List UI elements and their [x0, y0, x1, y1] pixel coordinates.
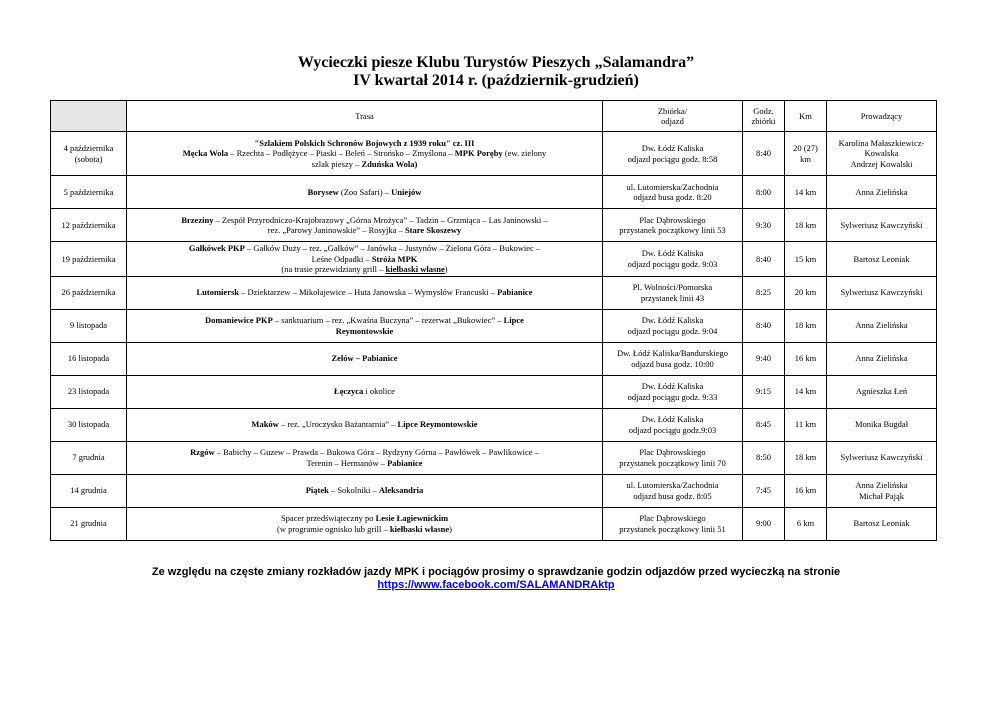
trip-leader-line: Agnieszka Łeń: [855, 386, 908, 397]
trip-meeting-point: [603, 408, 743, 441]
trip-meeting-time: 9:00: [743, 507, 785, 540]
trip-meeting-point-line: przystanek początkowy linii 70: [619, 457, 726, 468]
schedule-table: [50, 100, 937, 541]
table-row: [51, 342, 937, 375]
header-time: [743, 101, 785, 132]
trip-route: [127, 309, 603, 342]
trip-meeting-point-line: przystanek początkowy linii 53: [619, 225, 726, 235]
table-row: [51, 375, 937, 408]
trip-date-line: (sobota): [74, 153, 103, 164]
trip-meeting-time: 8:40: [743, 309, 785, 342]
trip-meeting-point-line: Plac Dąbrowskiego: [639, 447, 706, 457]
route-place: Rzgów: [190, 447, 215, 457]
route-place: Stróża MPK: [371, 253, 418, 264]
trip-distance: [785, 375, 827, 408]
route-place: Pabianice: [497, 287, 533, 298]
route-line: [130, 254, 599, 265]
trip-distance: [785, 132, 827, 176]
trip-date-line: 30 listopada: [67, 419, 110, 430]
trip-date: [51, 176, 127, 209]
route-text: – Gałków Duży – rez. „Gałków” – Janówka – Justynów – Zielona Góra – Bukowiec –: [244, 243, 541, 253]
trip-meeting-point-line: odjazd busa godz. 10:00: [631, 358, 714, 369]
table-row: [51, 276, 937, 309]
trip-distance-line: 18 km: [794, 219, 817, 230]
route-text: – Zespół Przyrodniczo-Krajobrazowy „Górna Mrożyca” – Tadzin – Grzmiąca – Las Janinowski –: [213, 214, 548, 225]
route-text: (Zoo Safari) –: [338, 186, 392, 197]
header-meeting-line1: Zbiórka/: [657, 105, 688, 116]
trip-meeting-time: 8:00: [743, 176, 785, 209]
route-line: [130, 225, 599, 236]
trip-meeting-point: [603, 507, 743, 540]
trip-date-line: 19 października: [61, 253, 116, 264]
header-meeting: [603, 101, 743, 132]
route-text: – Rzechta – Podłężyce – Piaski – Beleń – Strońsko – Zmyślona –: [228, 148, 455, 159]
trip-date-line: 26 października: [61, 287, 116, 298]
route-place: kiełbaski własne: [389, 523, 450, 534]
trip-date: [51, 276, 127, 309]
trip-distance-line: km: [800, 153, 811, 164]
trip-meeting-point-line: Dw. Łódź Kaliska: [641, 381, 704, 391]
trip-distance: [785, 408, 827, 441]
trip-meeting-point: [603, 309, 743, 342]
route-text: – rez. „Uroczysko Bażantarnia” –: [278, 419, 398, 430]
route-line: [130, 458, 599, 469]
trip-route: [127, 276, 603, 309]
trip-date: [51, 132, 127, 176]
trip-route: [127, 209, 603, 242]
document-subtitle: IV kwartał 2014 r. (październik-grudzień): [353, 72, 639, 89]
route-line: [130, 187, 599, 198]
trip-meeting-point-line: przystanek początkowy linii 51: [619, 523, 726, 534]
trip-leader-line: Bartosz Leoniak: [853, 518, 910, 529]
footer-link-line: [0, 579, 992, 592]
footer-notice: Ze względu na częste zmiany rozkładów jazdy MPK i pociągów prosimy o sprawdzanie godzin odjazdów przed wycieczką na stronie: [151, 566, 841, 578]
route-place: Reymontowskie: [335, 325, 394, 336]
trip-date: [51, 342, 127, 375]
table-row: [51, 242, 937, 277]
route-line: [130, 353, 599, 364]
trip-leader: [827, 242, 937, 277]
route-place: Zelów – Pabianice: [331, 353, 398, 364]
trip-meeting-point-line: Dw. Łódź Kaliska: [641, 315, 704, 325]
trip-meeting-point-line: ul. Lutomierska/Zachodnia: [626, 181, 719, 192]
route-text: (w programie ognisko lub grill –: [277, 523, 390, 534]
trip-distance-line: 14 km: [794, 186, 817, 197]
trip-meeting-time: 8:40: [743, 132, 785, 176]
route-place: Brzeziny: [181, 214, 214, 225]
trip-meeting-point-line: odjazd pociągu godz.9:03: [628, 424, 717, 435]
table-row: [51, 507, 937, 540]
trip-leader: [827, 342, 937, 375]
trip-meeting-time: 9:30: [743, 209, 785, 242]
route-text: ): [444, 264, 448, 274]
trip-meeting-point: [603, 276, 743, 309]
route-place: Lesie Łagiewnickim: [375, 513, 449, 523]
trip-distance-line: 18 km: [794, 452, 817, 463]
route-line: [130, 287, 599, 298]
trip-meeting-point: [603, 342, 743, 375]
trip-leader-line: Monika Bugdał: [854, 419, 909, 430]
trip-meeting-point: [603, 375, 743, 408]
route-line: [130, 524, 599, 535]
route-text: i okolice: [363, 386, 395, 397]
route-text: Leśne Odpadki –: [311, 253, 372, 264]
route-place: Lutomiersk: [196, 287, 239, 298]
route-text: szlak pieszy –: [311, 158, 362, 169]
table-row: [51, 474, 937, 507]
trip-leader: [827, 441, 937, 474]
trip-meeting-point: [603, 209, 743, 242]
trip-distance: [785, 474, 827, 507]
trip-date-line: 4 października: [63, 143, 114, 153]
trip-leader: [827, 132, 937, 176]
trip-distance: [785, 242, 827, 277]
trip-leader-line: Anna Zielińska: [855, 186, 908, 197]
trip-meeting-point-line: Pl. Wolności/Pomorska: [632, 282, 713, 292]
route-line: [130, 138, 599, 149]
route-text: ): [449, 523, 452, 534]
trip-leader: [827, 474, 937, 507]
trip-date-line: 14 grudnia: [70, 485, 107, 496]
trip-route: [127, 441, 603, 474]
route-line: [130, 386, 599, 397]
trip-meeting-point-line: Dw. Łódź Kaliska: [641, 414, 704, 424]
route-place: "Szlakiem Polskich Schronów Bojowych z 1939 roku" cz. III: [254, 137, 475, 148]
route-place: Lipce Reymontowskie: [397, 419, 478, 430]
trip-route: [127, 342, 603, 375]
trip-leader: [827, 209, 937, 242]
trip-leader: [827, 276, 937, 309]
trip-meeting-time: 7:45: [743, 474, 785, 507]
trip-meeting-point: [603, 441, 743, 474]
route-place: Zduńska Wola): [361, 158, 418, 169]
route-line: [130, 243, 599, 254]
trip-leader-line: Anna Zielińska: [855, 320, 908, 331]
trip-leader: [827, 408, 937, 441]
trip-route: [127, 176, 603, 209]
table-row: [51, 176, 937, 209]
trip-meeting-time: 9:15: [743, 375, 785, 408]
trip-meeting-point-line: ul. Lutomierska/Zachodnia: [626, 480, 719, 490]
table-row: [51, 132, 937, 176]
trip-date-line: 9 listopada: [69, 320, 108, 331]
trip-distance-line: 15 km: [794, 253, 817, 264]
trip-distance-line: 6 km: [796, 518, 815, 529]
trip-distance-line: 16 km: [794, 485, 817, 496]
trip-date-line: 21 grudnia: [70, 518, 107, 529]
route-place: Aleksandria: [378, 485, 424, 496]
trip-meeting-time: 8:40: [743, 242, 785, 277]
trip-distance-line: 20 (27): [793, 143, 818, 153]
trip-date: [51, 408, 127, 441]
header-time-line1: Godz.: [753, 105, 774, 116]
trip-date: [51, 507, 127, 540]
trip-meeting-point-line: Plac Dąbrowskiego: [639, 214, 706, 225]
trip-leader-line: Anna Zielińska: [855, 353, 908, 364]
trip-meeting-point-line: odjazd pociągu godz. 8:58: [627, 153, 718, 164]
trip-meeting-time: 8:45: [743, 408, 785, 441]
route-place: Męcka Wola: [182, 148, 229, 159]
trip-distance-line: 16 km: [794, 353, 817, 364]
table-row: [51, 209, 937, 242]
header-route: Trasa: [127, 101, 603, 132]
trip-distance-line: 11 km: [794, 419, 817, 430]
trip-date-line: 12 października: [61, 219, 116, 230]
trip-leader: [827, 375, 937, 408]
route-text: Terenin – Hermanów –: [306, 457, 388, 468]
trip-leader-line: Anna Zielińska: [855, 480, 908, 490]
trip-distance-line: 20 km: [794, 287, 817, 298]
facebook-link[interactable]: https://www.facebook.com/SALAMANDRAktp: [377, 579, 615, 591]
table-header-row: [51, 101, 937, 132]
trip-date-line: 16 listopada: [67, 353, 110, 364]
trip-leader: [827, 176, 937, 209]
trip-leader-line: Sylweriusz Kawczyński: [840, 452, 923, 463]
trip-meeting-point-line: odjazd busa godz. 8:20: [633, 192, 712, 202]
route-line: [130, 315, 599, 326]
route-place: Lipce: [503, 315, 524, 325]
trip-date-line: 23 listopada: [67, 386, 110, 397]
route-place: Gałkówek PKP: [188, 243, 245, 253]
trip-date: [51, 375, 127, 408]
header-date: [51, 101, 127, 132]
trip-distance: [785, 176, 827, 209]
trip-leader: [827, 309, 937, 342]
route-underline: [385, 264, 444, 274]
route-text: Spacer przedświąteczny po: [280, 513, 376, 523]
trip-meeting-point-line: odjazd pociągu godz. 9:33: [627, 391, 718, 402]
trip-leader: [827, 507, 937, 540]
trip-route: [127, 242, 603, 277]
route-place: MPK Poręby: [454, 148, 503, 159]
document-title: Wycieczki piesze Klubu Turystów Pieszych „Salamandra”: [297, 54, 695, 71]
header-meeting-line2: odjazd: [661, 116, 684, 126]
trip-meeting-time: 9:40: [743, 342, 785, 375]
trip-meeting-point: [603, 132, 743, 176]
route-line: [130, 159, 599, 170]
trip-meeting-point-line: odjazd pociągu godz. 9:04: [627, 325, 718, 336]
route-place: Uniejów: [391, 186, 422, 197]
route-text: – sanktuarium – rez. „Kwaśna Buczyna” – rezerwat „Bukowiec” –: [272, 315, 504, 325]
route-text: rez. „Parowy Janinowskie” – Rosyjka –: [267, 225, 405, 235]
route-place: kiełbaski własne: [385, 264, 445, 274]
trip-route: [127, 507, 603, 540]
trip-meeting-time: 8:25: [743, 276, 785, 309]
trip-meeting-point-line: Plac Dąbrowskiego: [639, 513, 706, 523]
route-line: [130, 447, 599, 458]
route-line: [130, 264, 599, 275]
trip-route: [127, 474, 603, 507]
trip-meeting-point-line: odjazd pociągu godz. 9:03: [627, 258, 718, 269]
trip-meeting-point-line: Dw. Łódź Kaliska/Bandurskiego: [616, 348, 729, 358]
route-text: – Dziektarzew – Mikołajewice – Huta Janowska – Wymysłów Francuski –: [239, 287, 498, 298]
route-line: [130, 326, 599, 337]
trip-meeting-point-line: przystanek linii 43: [640, 292, 705, 303]
route-place: Pabianice: [387, 457, 423, 468]
trip-distance: [785, 441, 827, 474]
route-text: – Sokolniki –: [328, 485, 379, 496]
trip-date: [51, 209, 127, 242]
table-row: [51, 441, 937, 474]
trip-date: [51, 309, 127, 342]
trip-meeting-point: [603, 176, 743, 209]
trip-meeting-point-line: Dw. Łódź Kaliska: [641, 248, 704, 259]
trip-leader-line: Michał Pająk: [858, 490, 905, 501]
trip-route: [127, 408, 603, 441]
trip-meeting-point-line: odjazd busa godz. 8:05: [633, 490, 712, 501]
trip-leader-line: Karolina Małaszkiewicz-Kowalska: [838, 137, 925, 159]
table-row: [51, 309, 937, 342]
trip-distance: [785, 342, 827, 375]
trip-distance: [785, 209, 827, 242]
trip-distance-line: 18 km: [794, 320, 817, 331]
trip-date-line: 5 października: [63, 186, 114, 197]
trip-date: [51, 441, 127, 474]
route-line: [130, 485, 599, 496]
trip-distance: [785, 507, 827, 540]
trip-date: [51, 474, 127, 507]
trip-leader-line: Sylweriusz Kawczyński: [840, 287, 923, 298]
route-text: – Babichy – Guzew – Prawda – Bukowa Góra – Rydzyny Górna – Pawłówek – Pawlikowice –: [214, 447, 539, 457]
route-line: [130, 513, 599, 524]
route-line: [130, 419, 599, 430]
trip-route: [127, 375, 603, 408]
route-text: (na trasie przewidziany grill –: [281, 264, 386, 274]
trip-date-line: 7 grudnia: [72, 452, 105, 463]
trip-distance: [785, 309, 827, 342]
route-line: [130, 148, 599, 159]
trip-route: [127, 132, 603, 176]
route-line: [130, 215, 599, 226]
route-place: Łęczyca: [334, 386, 364, 397]
table-row: [51, 408, 937, 441]
trip-distance-line: 14 km: [794, 386, 817, 397]
trip-date: [51, 242, 127, 277]
trip-leader-line: Sylweriusz Kawczyński: [840, 219, 923, 230]
trip-meeting-point: [603, 474, 743, 507]
trip-meeting-point: [603, 242, 743, 277]
header-time-line2: zbiórki: [751, 116, 776, 126]
header-km: Km: [785, 101, 827, 132]
route-place: Domaniewice PKP: [205, 315, 273, 325]
route-text: (ew. zielony: [502, 148, 547, 159]
route-place: Piątek: [305, 485, 329, 496]
route-place: Borysew: [307, 186, 339, 197]
header-leader: Prowadzący: [827, 101, 937, 132]
trip-leader-line: Andrzej Kowalski: [850, 158, 913, 169]
route-place: Maków: [251, 419, 279, 430]
trip-meeting-time: 8:50: [743, 441, 785, 474]
trip-distance: [785, 276, 827, 309]
route-place: Stare Skoszewy: [404, 225, 462, 235]
trip-meeting-point-line: Dw. Łódź Kaliska: [641, 143, 704, 153]
trip-leader-line: Bartosz Leoniak: [853, 253, 910, 264]
